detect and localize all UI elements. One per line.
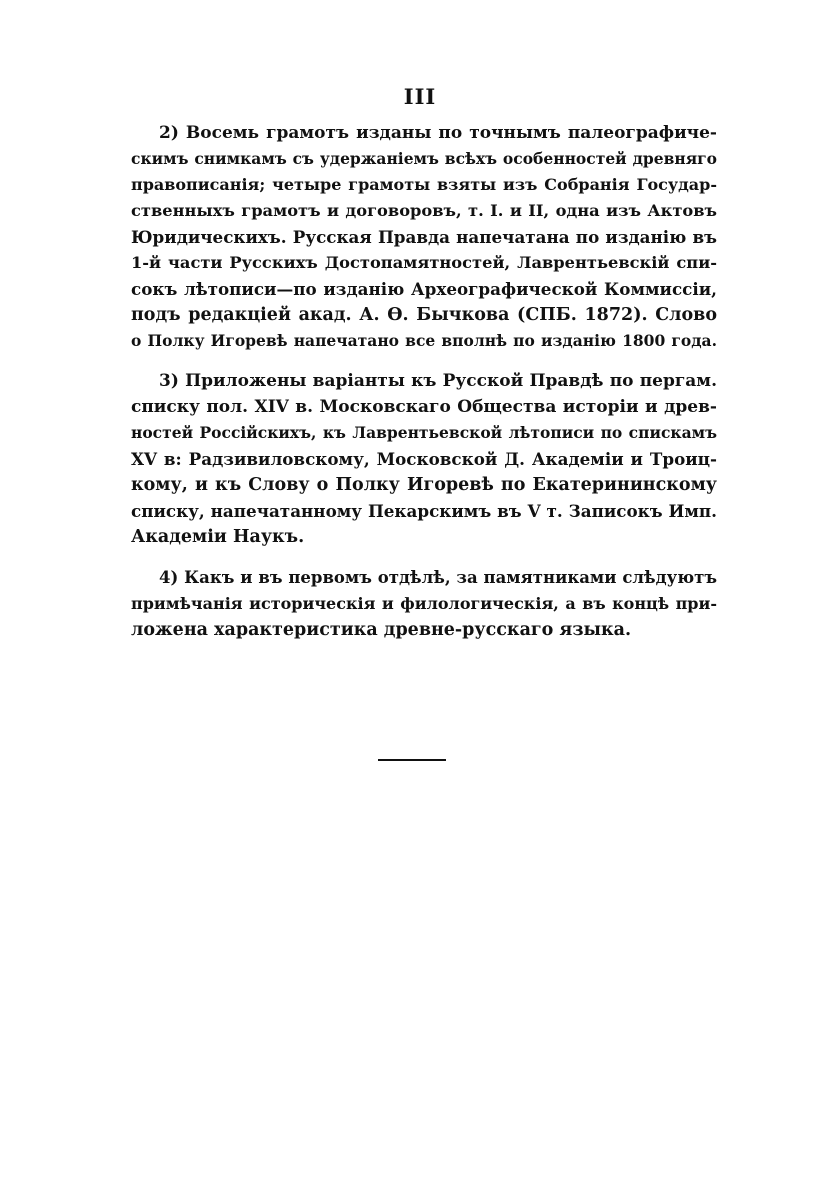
text-line: о Полку Игоревѣ напечатано все вполнѣ по изданiю 1800 года. bbox=[131, 331, 717, 350]
paragraph-3 bbox=[131, 368, 717, 550]
text-line: примѣчанiя историческiя и филологическiя, а въ концѣ при- bbox=[131, 594, 717, 613]
text-line: Академiи Наукъ. bbox=[131, 527, 305, 547]
paragraph-4 bbox=[131, 565, 717, 643]
text-line: сокъ лѣтописи—по изданiю Археографической Коммиссiи, bbox=[131, 279, 717, 299]
text-line: списку пол. XIV в. Московскаго Общества исторiи и древ- bbox=[131, 397, 717, 417]
text-line: 4) Какъ и въ первомъ отдѣлѣ, за памятниками слѣдуютъ bbox=[159, 568, 717, 587]
text-line: списку, напечатанному Пекарскимъ въ V т. Записокъ Имп. bbox=[131, 501, 717, 521]
text-line: 2) Восемь грамотъ изданы по точнымъ палеографиче- bbox=[159, 123, 717, 143]
text-line: кому, и къ Слову о Полку Игоревѣ по Екатерининскому bbox=[131, 475, 717, 495]
text-line: ложена характеристика древне-русскаго языка. bbox=[131, 620, 632, 640]
text-line: ностей Россiйскихъ, къ Лаврентьевской лѣтописи по спискамъ bbox=[131, 423, 717, 442]
text-line: XV в: Радзивиловскому, Московской Д. Академiи и Троиц- bbox=[131, 449, 717, 469]
page-number: III bbox=[403, 84, 437, 109]
section-end-rule bbox=[378, 759, 446, 761]
text-line: скимъ снимкамъ съ удержанiемъ всѣхъ особенностей древняго bbox=[131, 149, 717, 168]
text-line: 1-й части Русскихъ Достопамятностей, Лаврентьевскiй спи- bbox=[131, 253, 717, 272]
text-line: правописанiя; четыре грамоты взяты изъ Собранiя Государ- bbox=[131, 175, 717, 194]
text-line: ственныхъ грамотъ и договоровъ, т. I. и II, одна изъ Актовъ bbox=[131, 201, 717, 220]
text-line: подъ редакцiей акад. А. Ѳ. Бычкова (СПБ. 1872). Слово bbox=[131, 305, 717, 325]
text-line: 3) Приложены варiанты къ Русской Правдѣ по пергам. bbox=[159, 371, 717, 391]
paragraph-2 bbox=[131, 120, 717, 354]
text-line: Юридическихъ. Русская Правда напечатана по изданiю въ bbox=[131, 227, 717, 247]
